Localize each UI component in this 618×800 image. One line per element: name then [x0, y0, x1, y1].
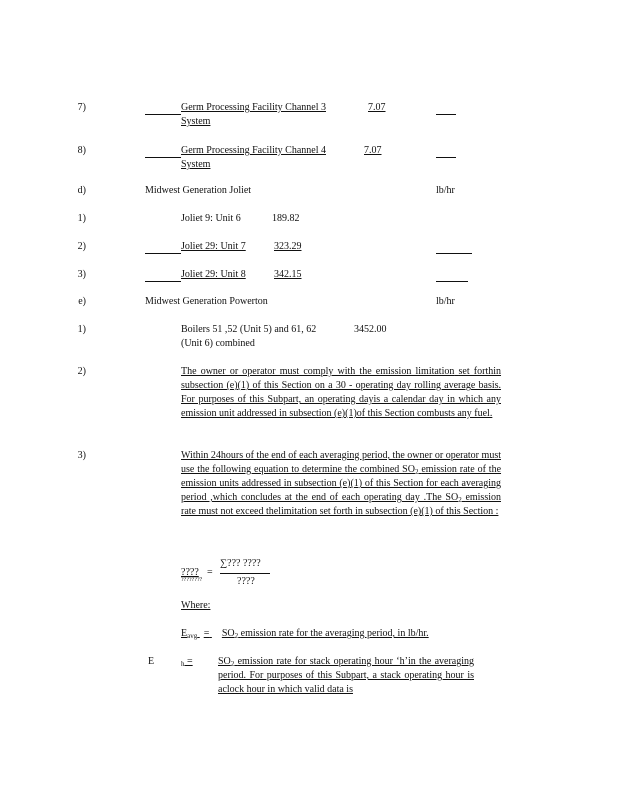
definition-avg-text: emission rate for the averaging period, in lb/hr.: [240, 628, 429, 639]
definition-h-symbol: E: [148, 656, 155, 667]
definition-avg: [181, 627, 429, 641]
insertion-rule: [436, 253, 472, 254]
item-e3-lead-2: emission rate of the emission units addressed in subsection (e)(1) of this Section for each averaging period ,which concludes at the end of each operating day .The SO: [181, 464, 502, 503]
item-e2-inserted-text: set forthin subsection (e)(1) of this Section on a 30 - operating day rolling average basis. For purposes of this Subpart, an operating dayis a calendar day in which any emission unit addressed in subsection (e)(1)of this Section combusts any fuel.: [181, 366, 502, 419]
section-d-number: d): [77, 185, 86, 196]
so2-subscript: 2: [458, 496, 462, 504]
section-e-title: Midwest Generation Powerton: [145, 296, 268, 307]
item-d1-value: 189.82: [272, 213, 300, 224]
item-d3-number: 3): [77, 269, 86, 280]
section-d-title: Midwest Generation Joliet: [145, 185, 252, 196]
item-d3-name: Joliet 29: Unit 8: [181, 269, 246, 280]
insertion-rule: [436, 114, 456, 115]
item-e2-number: 2): [77, 366, 86, 377]
item-e3-paragraph: [181, 449, 501, 519]
equation-numerator: ∑??? ????: [220, 558, 261, 569]
equation-lhs: ????: [181, 567, 199, 578]
so2-subscript: 2: [230, 660, 235, 668]
definition-h-so: SO: [218, 656, 231, 667]
item-d1-number: 1): [77, 213, 86, 224]
insertion-rule: [145, 281, 181, 282]
section-e-unit: lb/hr: [436, 296, 455, 307]
item-d2-value: 323.29: [274, 241, 302, 252]
equation-equals: =: [207, 567, 213, 578]
insertion-rule: [436, 281, 468, 282]
definition-avg-so: SO: [221, 628, 235, 639]
item-e3-number: 3): [77, 450, 86, 461]
item-e1-number: 1): [77, 324, 86, 335]
section-e-number: e): [78, 296, 86, 307]
item-d1-name: Joliet 9: Unit 6: [181, 213, 241, 224]
item-7-value: 7.07: [368, 102, 386, 113]
definition-h-symbol-subscript: h: [181, 660, 185, 668]
definition-avg-symbol-subscript: avg: [187, 632, 198, 640]
so2-subscript: 2: [414, 468, 419, 476]
definition-h-equals: =: [187, 656, 193, 667]
item-7-name: Germ Processing Facility Channel 3: [181, 102, 326, 113]
definition-h-text: emission rate for stack operating hour ‘h’in the averaging period. For purposes of this Subpart, a stack operating hour is aclock hour in which valid data is: [218, 656, 475, 695]
item-8-value: 7.07: [364, 145, 382, 156]
item-e3-inserted-text: must not exceed thelimitation set forth in subsection (e)(1) of this Section :: [198, 506, 499, 517]
item-e3-lead: Within 24hours of the end of each averaging period, the owner or operator must use the following equation to determine the combined SO: [181, 450, 501, 475]
insertion-rule: [436, 157, 456, 158]
insertion-rule: [145, 157, 181, 158]
item-7-name-line2: System: [181, 116, 211, 127]
where-label: Where:: [181, 600, 211, 611]
item-e1-name: Boilers 51 ,52 (Unit 5) and 61, 62: [181, 324, 317, 335]
definition-h-head: [181, 655, 193, 669]
item-e1-name-line2: (Unit 6) combined: [181, 338, 255, 349]
insertion-rule: [145, 114, 181, 115]
item-8-number: 8): [77, 145, 86, 156]
item-e1-value: 3452.00: [354, 324, 387, 335]
equation-lhs-subscript: ????????: [181, 577, 203, 583]
section-d-unit: lb/hr: [436, 185, 455, 196]
equation-denominator: ????: [237, 576, 255, 587]
insertion-rule: [145, 253, 181, 254]
item-e2-lead: The owner or operator must comply with the emission limitation: [181, 366, 455, 377]
fraction-bar: [220, 573, 270, 574]
item-d2-number: 2): [77, 241, 86, 252]
so2-subscript: 2: [234, 632, 239, 640]
item-e2-paragraph: [181, 365, 501, 421]
item-d3-value: 342.15: [274, 269, 302, 280]
definition-h-paragraph: [218, 655, 474, 697]
definition-avg-equals: =: [203, 628, 210, 639]
definition-avg-symbol: E: [181, 628, 188, 639]
item-8-name: Germ Processing Facility Channel 4: [181, 145, 326, 156]
item-7-number: 7): [77, 102, 86, 113]
item-d2-name: Joliet 29: Unit 7: [181, 241, 246, 252]
item-8-name-line2: System: [181, 159, 211, 170]
item-e3-lead-3: emission rate: [181, 492, 501, 517]
